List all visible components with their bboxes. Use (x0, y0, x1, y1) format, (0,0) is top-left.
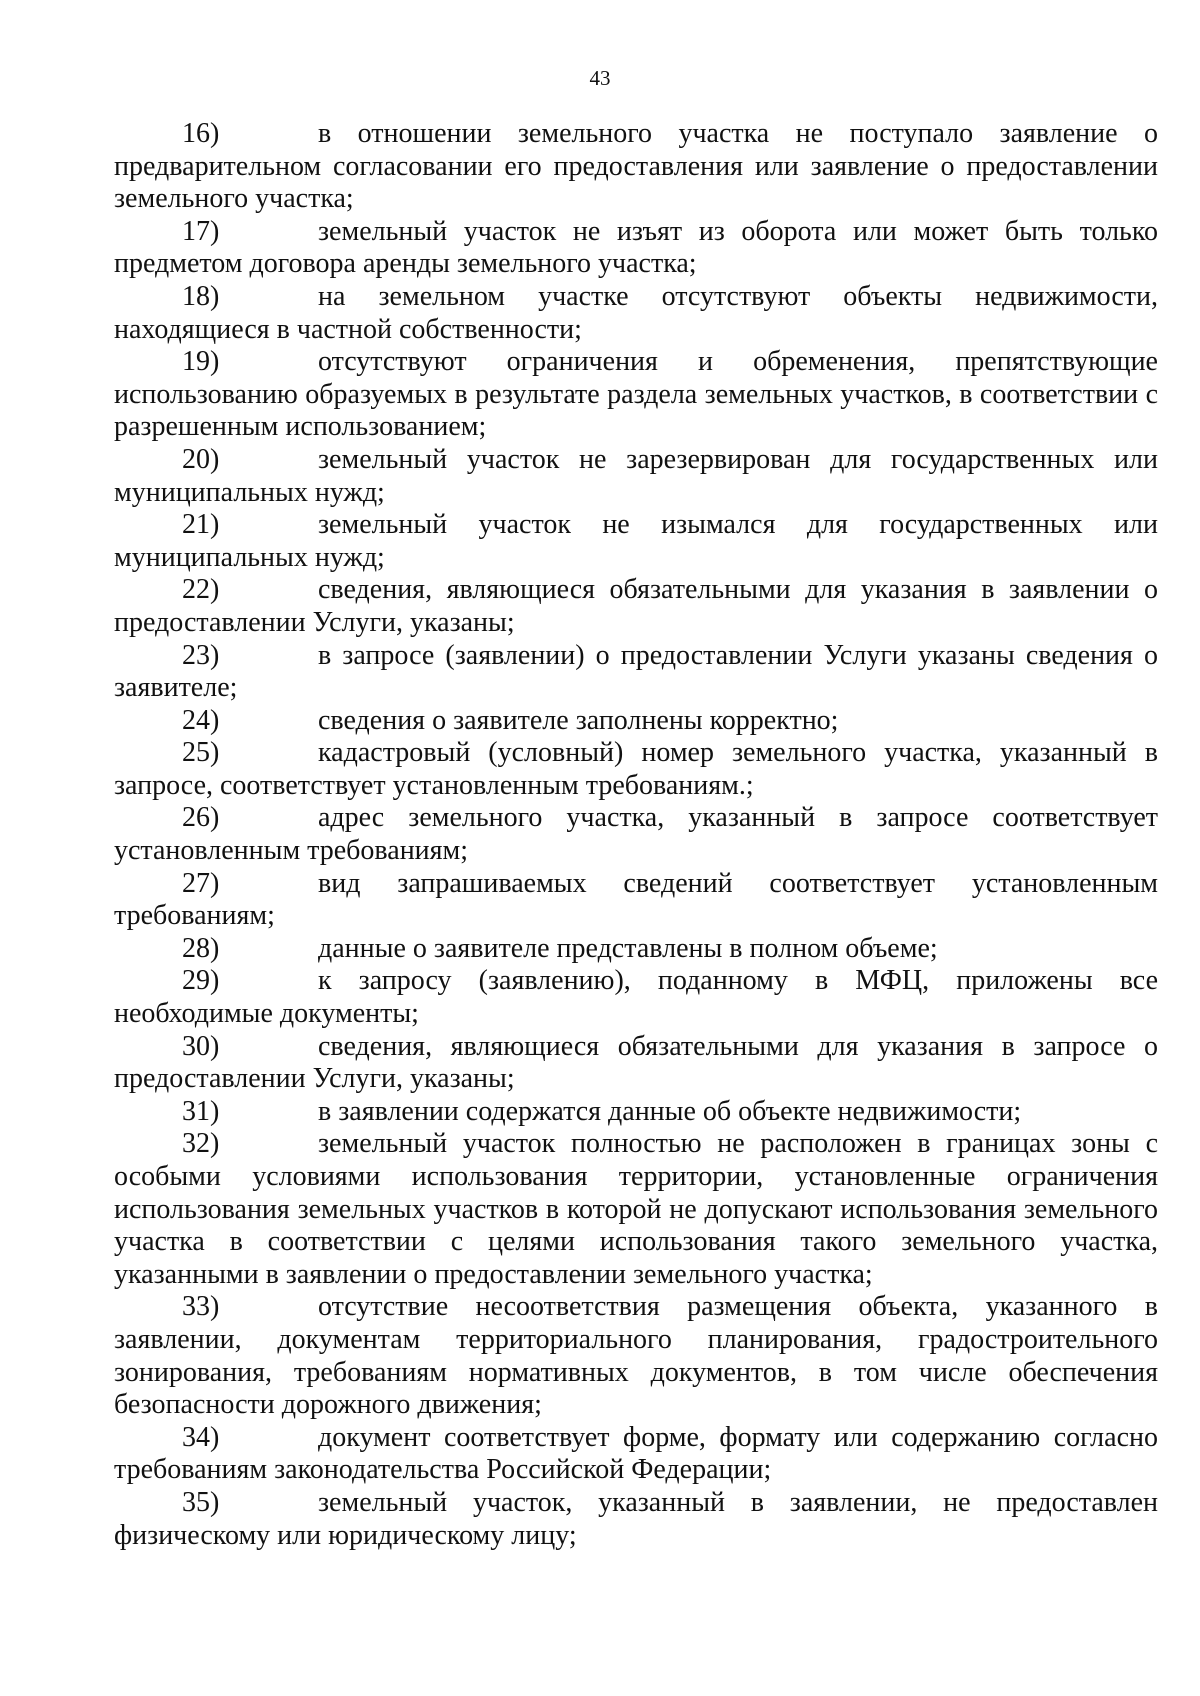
list-item (114, 1291, 1158, 1421)
list-item (114, 346, 1158, 444)
item-number: 23) (182, 639, 220, 671)
list-item (114, 737, 1158, 802)
item-number: 32) (182, 1128, 220, 1160)
list-item (114, 1487, 1158, 1552)
item-text: земельный участок полностью не расположен в границах зоны с особыми условиями использования территории, установленные ограничения использования земельных участков в которой не допускают использования земельного участка в соответствии с целями использования такого земельного участка, указанными в заявлении о предоставлении земельного участка; (114, 1128, 1158, 1290)
item-text: земельный участок, указанный в заявлении, не предоставлен физическому или юридическому лицу; (114, 1486, 1158, 1551)
list-item (114, 574, 1158, 639)
list-item (114, 705, 1158, 738)
item-text: отсутствуют ограничения и обременения, препятствующие использованию образуемых в результате раздела земельных участков, в соответствии с разрешенным использованием; (114, 346, 1158, 443)
list-item (114, 118, 1158, 216)
item-text: земельный участок не изъят из оборота или может быть только предметом договора аренды земельного участка; (114, 215, 1158, 280)
list-item (114, 216, 1158, 281)
item-text: в отношении земельного участка не поступало заявление о предварительном согласовании его предоставления или заявление о предоставлении земельного участка; (114, 118, 1158, 215)
item-number: 19) (182, 346, 220, 378)
item-number: 16) (182, 118, 220, 149)
item-number: 18) (182, 280, 220, 312)
list-item (114, 281, 1158, 346)
item-text: данные о заявителе представлены в полном объеме; (318, 932, 938, 964)
item-number: 27) (182, 867, 220, 899)
list-item (114, 965, 1158, 1030)
item-number: 17) (182, 215, 220, 247)
item-number: 24) (182, 704, 220, 736)
list-item (114, 640, 1158, 705)
item-number: 29) (182, 965, 220, 997)
item-number: 34) (182, 1421, 220, 1453)
list-item (114, 444, 1158, 509)
list-item (114, 1096, 1158, 1129)
item-text: сведения, являющиеся обязательными для указания в запросе о предоставлении Услуги, указаны; (114, 1030, 1158, 1095)
list-item (114, 1128, 1158, 1291)
list-item (114, 1422, 1158, 1487)
item-text: земельный участок не изымался для государственных или муниципальных нужд; (114, 509, 1158, 573)
item-number: 20) (182, 443, 220, 475)
list-item (114, 1031, 1158, 1096)
item-text: документ соответствует форме, формату или содержанию согласно требованиям законодательства Российской Федерации; (114, 1421, 1158, 1486)
item-text: в заявлении содержатся данные об объекте недвижимости; (318, 1095, 1022, 1127)
list-item (114, 933, 1158, 966)
item-number: 30) (182, 1030, 220, 1062)
page-number: 43 (589, 66, 611, 90)
item-number: 21) (182, 509, 220, 541)
item-number: 35) (182, 1486, 220, 1518)
item-number: 22) (182, 574, 220, 606)
list-item (114, 802, 1158, 867)
item-text: сведения, являющиеся обязательными для указания в заявлении о предоставлении Услуги, указаны; (114, 574, 1158, 638)
item-text: в запросе (заявлении) о предоставлении Услуги указаны сведения о заявителе; (114, 639, 1158, 704)
item-text: отсутствие несоответствия размещения объекта, указанного в заявлении, документам территориального планирования, градостроительного зонирования, требованиям нормативных документов, в том числе обеспечения безопасности дорожного движения; (114, 1291, 1158, 1421)
document-body (114, 118, 1158, 1552)
list-item (114, 868, 1158, 933)
item-number: 31) (182, 1095, 220, 1127)
item-text: кадастровый (условный) номер земельного участка, указанный в запросе, соответствует установленным требованиям.; (114, 737, 1158, 801)
list-item (114, 509, 1158, 574)
item-number: 25) (182, 737, 220, 769)
item-text: сведения о заявителе заполнены корректно; (318, 704, 839, 736)
item-text: вид запрашиваемых сведений соответствует установленным требованиям; (114, 867, 1158, 932)
item-number: 28) (182, 932, 220, 964)
item-text: на земельном участке отсутствуют объекты недвижимости, находящиеся в частной собственности; (114, 280, 1158, 345)
item-text: земельный участок не зарезервирован для государственных или муниципальных нужд; (114, 443, 1158, 508)
item-number: 33) (182, 1291, 220, 1323)
item-text: к запросу (заявлению), поданному в МФЦ, приложены все необходимые документы; (114, 965, 1158, 1030)
item-text: адрес земельного участка, указанный в запросе соответствует установленным требованиям; (114, 802, 1158, 867)
item-number: 26) (182, 802, 220, 834)
